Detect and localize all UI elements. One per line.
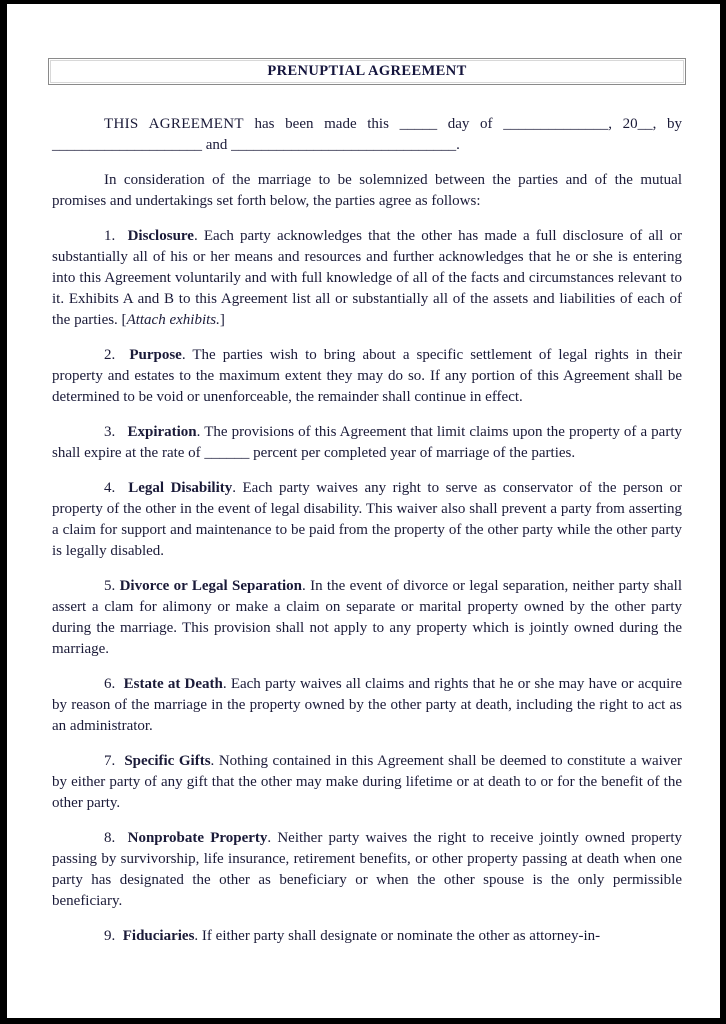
page-title: PRENUPTIAL AGREEMENT: [267, 63, 467, 79]
clause-2-heading: Purpose: [129, 347, 182, 363]
clause-7-heading: Specific Gifts: [124, 753, 211, 769]
clause-6-gap: [115, 676, 123, 692]
clause-6-number: 6.: [104, 676, 116, 692]
clause-8-gap: [115, 830, 127, 846]
clause-1-number: 1.: [104, 228, 116, 244]
clause-3-text: . The provisions of this Agreement that limit claims upon the property of a party shall expire at the rate of ______ percent per completed year of marriage of the parties.: [52, 424, 683, 461]
clause-4: [52, 478, 682, 562]
clause-1-gap: [115, 228, 127, 244]
clause-6-heading: Estate at Death: [123, 676, 223, 692]
document-page: [7, 4, 720, 1018]
clause-2-number: 2.: [104, 347, 116, 363]
clause-1-italic-note: Attach exhibits.: [126, 312, 220, 328]
clause-5-text: . In the event of divorce or legal separation, neither party shall assert a clam for alimony or make a claim on separate or marital property owned by the other party during the marriage. This provision shall not apply to any property which is jointly owned during the marriage.: [52, 578, 683, 657]
recital-paragraph: In consideration of the marriage to be solemnized between the parties and of the mutual promises and undertakings set forth below, the parties agree as follows:: [52, 172, 682, 209]
clause-7: [52, 751, 682, 814]
clause-3-heading: Expiration: [127, 424, 197, 440]
clause-5-number: 5.: [104, 578, 116, 594]
intro-lead-text: THIS AGREEMENT: [104, 116, 244, 132]
clause-2-text: . The parties wish to bring about a specific settlement of legal rights in their property and estates to the maximum extent they may do so. If any portion of this Agreement shall be determined to be void or unenforceable, the remainder shall continue in effect.: [52, 347, 682, 405]
clause-8-text: . Neither party waives the right to receive jointly owned property passing by survivorship, life insurance, retirement benefits, or other property passing at death when one party has designated the other as beneficiary or when the other spouse is the only permissible beneficiary.: [52, 830, 683, 909]
intro-paragraph: [52, 114, 682, 156]
clause-7-text: . Nothing contained in this Agreement shall be deemed to constitute a waiver by either party of any gift that the other may make during lifetime or at death to or for the benefit of the other party.: [52, 753, 683, 811]
clause-8-number: 8.: [104, 830, 116, 846]
clause-5-heading: Divorce or Legal Separation: [119, 578, 303, 594]
clause-7-gap: [115, 753, 124, 769]
clause-2-gap: [115, 347, 129, 363]
clause-6-text: . Each party waives all claims and rights that he or she may have or acquire by reason of the marriage in the property owned by the other party at death, including the right to act as an administrator.: [52, 676, 682, 734]
clause-2: [52, 345, 682, 408]
clause-4-gap: [115, 480, 128, 496]
clause-3: [52, 422, 682, 464]
clause-9-gap: [115, 928, 123, 944]
clause-1-text: . Each party acknowledges that the other has made a full disclosure of all or substantially all of his or her means and resources and further acknowledges that he or she is entering into this Agreement voluntarily and with full knowledge of all of the facts and circumstances relevant to it. Exhibits A and B to this Agreement list all or substantially all of the assets and liabilities of each of the parties. [: [52, 228, 682, 328]
intro-body-text: has been made this _____ day of ______________, 20__, by ____________________ and ______________________________.: [52, 116, 682, 153]
clause-9-text: . If either party shall designate or nominate the other as attorney-in-: [194, 928, 601, 944]
clause-1: [52, 226, 682, 331]
clause-9: [52, 926, 682, 947]
clause-4-heading: Legal Disability: [128, 480, 233, 496]
clause-8: [52, 828, 682, 912]
clause-7-number: 7.: [104, 753, 116, 769]
clause-6: [52, 674, 682, 737]
clause-3-gap: [115, 424, 127, 440]
clause-8-heading: Nonprobate Property: [127, 830, 268, 846]
clause-4-text: . Each party waives any right to serve as conservator of the person or property of the other in the event of legal disability. This waiver also shall prevent a party from asserting a claim for support and maintenance to be paid from the property of the other party while the other party is legally disabled.: [52, 480, 683, 559]
document-body: [52, 114, 682, 961]
clause-1-heading: Disclosure: [127, 228, 194, 244]
clause-3-number: 3.: [104, 424, 116, 440]
clause-4-number: 4.: [104, 480, 116, 496]
clause-1-text-after: ]: [219, 312, 225, 328]
clause-5: [52, 576, 682, 660]
clause-9-heading: Fiduciaries: [122, 928, 195, 944]
clause-9-number: 9.: [104, 928, 116, 944]
document-title-box: [48, 58, 686, 85]
